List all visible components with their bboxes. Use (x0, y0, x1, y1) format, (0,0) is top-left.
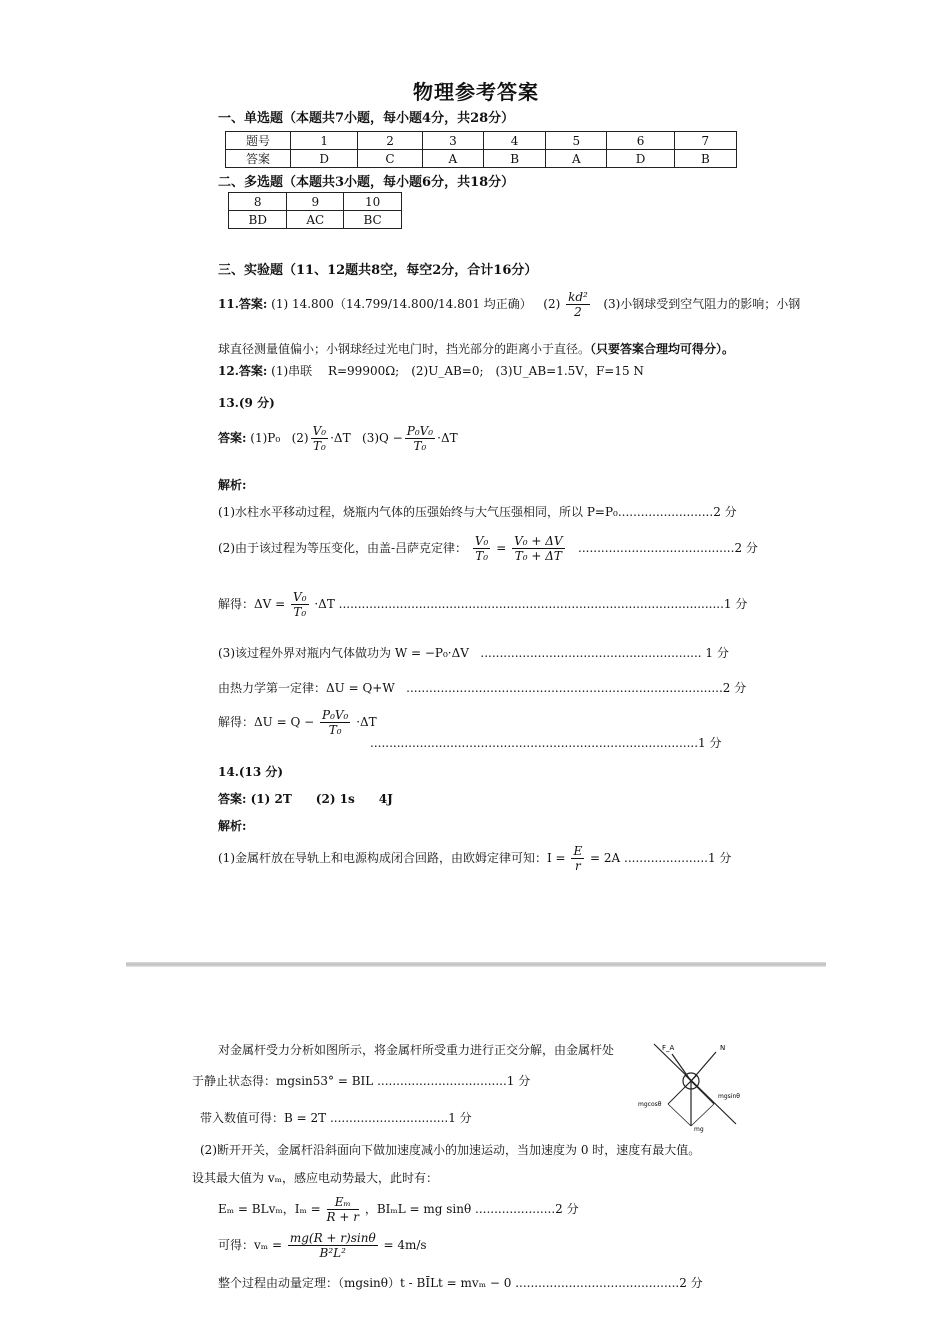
equals-sign: = (496, 541, 507, 555)
q13-ans3-prefix: (3)Q − (362, 431, 403, 445)
fraction-denominator: T₀ (475, 549, 489, 563)
table-cell: 5 (546, 132, 607, 150)
table-cell: 1 (291, 132, 358, 150)
fraction-numerator: mg(R + r)sinθ (289, 1231, 376, 1245)
page2-para6-b: ，BIₘL = mg sinθ .....................2 分 (364, 1202, 579, 1216)
q12-text: (1)串联 R=99900Ω; (2)U_AB=0; (3)U_AB=1.5V，F=15 N (271, 364, 644, 378)
table-row (226, 132, 737, 150)
page2-para7-a: 可得：vₘ = (218, 1238, 283, 1252)
fraction-numerator: P₀V₀ (322, 708, 349, 722)
page2-para6 (218, 1195, 579, 1224)
section3-heading: 三、实验题（11、12题共8空，每空2分，合计16分） (218, 263, 538, 278)
fraction-numerator: V₀ (312, 424, 327, 438)
page2-para7 (218, 1231, 427, 1260)
page-title: 物理参考答案 (413, 80, 539, 104)
table-cell: 6 (607, 132, 674, 150)
q13-line4 (218, 646, 729, 660)
q11-line1 (218, 290, 800, 319)
label-mg: mg (694, 1126, 704, 1133)
q14-answer-label: 答案: (218, 792, 247, 806)
fraction-numerator: V₀ (474, 534, 489, 548)
table-cell: D (607, 150, 674, 168)
table-cell: 4 (484, 132, 546, 150)
table-cell: B (674, 150, 736, 168)
single-choice-table (225, 131, 737, 168)
q14-heading: 14.(13 分) (218, 765, 284, 779)
fraction-numerator: V₀ (293, 590, 307, 604)
table-cell: A (546, 150, 607, 168)
section1-heading: 一、单选题（本题共7小题，每小题4分，共28分） (218, 111, 515, 126)
fraction-denominator: 2 (574, 305, 582, 319)
q13-line5-text: 由热力学第一定律：ΔU = Q+W (218, 681, 395, 695)
q13-line6-suffix: ·ΔT (356, 715, 377, 729)
q13-ans1: (1)P₀ (250, 431, 281, 445)
q13-line3-score: ·ΔT .....................................................................................................1 分 (314, 597, 748, 611)
q13-line3 (218, 590, 747, 619)
q11-part3: (3)小钢球受到空气阻力的影响；小钢 (603, 297, 801, 311)
page2-para8: 整个过程由动量定理：（mgsinθ）t - BĪLt = mvₘ − 0 ...........................................2 分 (218, 1276, 703, 1290)
page2-para7-b: = 4m/s (383, 1238, 427, 1252)
q12-label: 12.答案: (218, 364, 268, 378)
q13-line6-score: ......................................................................................1 分 (370, 736, 722, 750)
q13-line1: (1)水柱水平移动过程，烧瓶内气体的压强始终与大气压强相同，所以 P=P₀.........................2 分 (218, 505, 737, 519)
fraction-denominator: T₀ + ΔT (514, 549, 562, 563)
q13-line5 (218, 681, 746, 695)
table-row (229, 211, 402, 229)
q13-line2-fraction-left (473, 534, 490, 563)
q14-line1-score: = 2A ......................1 分 (590, 851, 732, 865)
q13-line3-text: 解得：ΔV = (218, 597, 286, 611)
fraction-numerator: Eₘ (327, 1195, 359, 1210)
fraction-numerator: E (573, 844, 583, 858)
q14-line1-fraction (571, 844, 584, 873)
table-cell: AC (287, 211, 344, 229)
q13-line2-score: .........................................2 分 (578, 541, 758, 555)
q11-label: 11.答案: (218, 297, 268, 311)
fraction-numerator: V₀ + ΔV (514, 534, 563, 548)
page2-para1: 对金属杆受力分析如图所示，将金属杆所受重力进行正交分解，由金属杆处 (218, 1043, 615, 1057)
q13-line2-text: (2)由于该过程为等压变化，由盖-吕萨克定律： (218, 541, 468, 555)
table-cell: B (484, 150, 546, 168)
table-cell: D (291, 150, 358, 168)
table-cell: 3 (422, 132, 483, 150)
fraction-denominator: T₀ (293, 605, 307, 619)
component-mgsin-line (691, 1081, 714, 1104)
q13-ans3-fraction (405, 424, 435, 453)
force-diagram (636, 1038, 756, 1134)
table-cell: 7 (674, 132, 736, 150)
q13-ans3-suffix: ·ΔT (437, 431, 458, 445)
q13-line6-text: 解得：ΔU = Q − (218, 715, 315, 729)
parallelogram-edge (668, 1104, 691, 1126)
page2-para2: 于静止状态得：mgsin53° = BIL ..................................1 分 (192, 1074, 531, 1088)
q14-line1-text: (1)金属杆放在导轨上和电源构成闭合回路，由欧姆定律可知：I = (218, 851, 566, 865)
q13-line6-fraction (320, 708, 350, 737)
q13-line2-fraction-right (512, 534, 565, 563)
label-FA: F_A (662, 1044, 675, 1052)
fraction-denominator: T₀ (413, 439, 427, 453)
page-divider (126, 962, 826, 967)
page2-para7-fraction (288, 1231, 378, 1260)
q14-answer (218, 792, 393, 806)
label-N: N (720, 1044, 726, 1052)
q13-answer-label: 答案: (218, 431, 247, 445)
q14-answer-text: (1) 2T (2) 1s 4J (250, 792, 393, 806)
force-FA-arrow (672, 1054, 691, 1081)
q13-line2 (218, 534, 758, 563)
page2-para3: 带入数值可得：B = 2T ...............................1 分 (200, 1111, 472, 1125)
q11-part2-prefix: (2) (543, 297, 561, 311)
table-cell: BC (344, 211, 402, 229)
fraction-denominator: T₀ (312, 439, 326, 453)
section2-heading: 二、多选题（本题共3小题，每小题6分，共18分） (218, 175, 515, 190)
label-mgsin: mgsinθ (718, 1093, 740, 1100)
q12-line (218, 364, 644, 378)
table-cell: 9 (287, 193, 344, 211)
q14-analysis-label: 解析: (218, 819, 247, 833)
q13-line4-score: .......................................................... 1 分 (480, 646, 729, 660)
table-cell: 10 (344, 193, 402, 211)
table-cell: 8 (229, 193, 287, 211)
q13-ans2-prefix: (2) (291, 431, 309, 445)
q13-line3-fraction (291, 590, 308, 619)
q11-part1: (1) 14.800（14.799/14.800/14.801 均正确） (271, 297, 532, 311)
page2-para5: 设其最大值为 vₘ，感应电动势最大，此时有： (192, 1171, 438, 1185)
fraction-numerator: P₀V₀ (406, 424, 434, 438)
table-cell: 2 (358, 132, 423, 150)
q14-line1 (218, 844, 731, 873)
q11-fraction (566, 290, 590, 319)
table-cell: 答案 (226, 150, 291, 168)
component-mgcos-line (668, 1081, 691, 1104)
table-cell: BD (229, 211, 287, 229)
table-cell: 题号 (226, 132, 291, 150)
page2-para6-fraction (327, 1195, 359, 1224)
q13-ans2-fraction (311, 424, 328, 453)
page2-para6-a: Eₘ = BLvₘ，Iₘ = (218, 1202, 321, 1216)
q13-answer (218, 424, 458, 453)
q11-note: （只要答案合理均可得分）。 (590, 342, 735, 356)
table-cell: C (358, 150, 423, 168)
force-N-arrow (691, 1052, 716, 1081)
q13-line6 (218, 708, 377, 737)
multi-choice-table (228, 192, 402, 229)
fraction-denominator: R + r (326, 1210, 359, 1224)
fraction-denominator: T₀ (328, 723, 342, 737)
label-mgcos: mgcosθ (638, 1101, 662, 1108)
q13-heading: 13.(9 分) (218, 396, 275, 410)
fraction-denominator: B²L² (319, 1246, 346, 1260)
q13-ans2-suffix: ·ΔT (330, 431, 351, 445)
fraction-denominator: r (574, 859, 581, 873)
q11-line2-text: 球直径测量值偏小；小钢球经过光电门时，挡光部分的距离小于直径。 (218, 342, 591, 356)
incline-rod-line (654, 1044, 736, 1124)
q13-line5-score: ...................................................................................2 分 (406, 681, 747, 695)
table-cell: A (422, 150, 483, 168)
fraction-numerator: kd² (568, 290, 588, 304)
q11-line2 (218, 342, 734, 356)
table-row (226, 150, 737, 168)
table-row (229, 193, 402, 211)
q13-analysis-label: 解析: (218, 478, 247, 492)
parallelogram-edge (691, 1104, 714, 1126)
q13-line4-text: (3)该过程外界对瓶内气体做功为 W = −P₀·ΔV (218, 646, 469, 660)
page2-para4: (2)断开开关，金属杆沿斜面向下做加速度减小的加速运动，当加速度为 0 时，速度有最大值。 (200, 1143, 701, 1157)
